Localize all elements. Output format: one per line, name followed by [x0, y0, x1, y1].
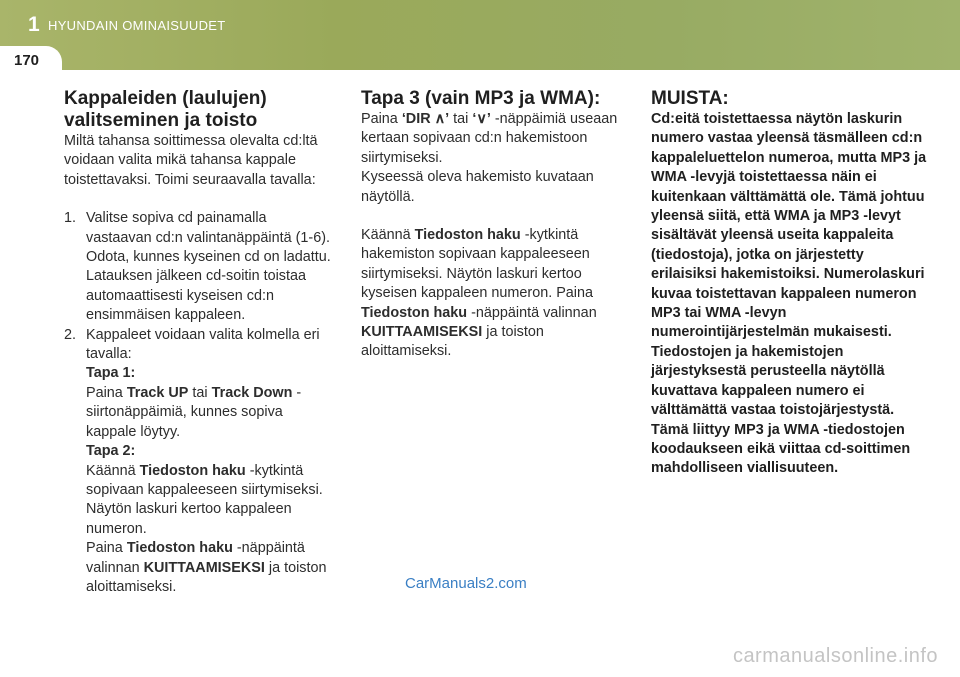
- page-number: 170: [14, 52, 40, 69]
- paragraph: Paina ‘DIR ∧’ tai ‘∨’ -näppäimiä useaan kertaan sopivaan cd:n hakemistoon siirtymiseksi.: [361, 111, 618, 166]
- step-item: [64, 326, 334, 598]
- paragraph: Kyseessä oleva hakemisto kuvataan näytöllä.: [361, 169, 594, 205]
- dir-down-label: ‘∨’: [472, 111, 491, 127]
- middle-column: [361, 88, 631, 362]
- track-down-label: Track Down: [211, 384, 293, 401]
- step-text: Valitse sopiva cd painamalla vastaavan cd:n valintanäppäintä (1-6). Odota, kunnes kyseinen cd on ladattu. Latauksen jälkeen cd-soitin toistaa automaattisesti kyseisen cd:n ensimmäisen kappaleen.: [86, 210, 331, 324]
- chapter-header-band: [0, 0, 960, 70]
- way-2-text: Käännä Tiedoston haku -kytkintä sopivaan kappaleeseen siirtymiseksi. Näytön laskuri kertoo kappaleen numeron.: [86, 462, 323, 537]
- watermark-link[interactable]: CarManuals2.com: [405, 575, 527, 592]
- step-marker: 1.: [64, 210, 77, 227]
- dir-up-label: ‘DIR ∧’: [401, 111, 450, 127]
- section-heading: Kappaleiden (laulujen) valitseminen ja toisto: [64, 88, 267, 131]
- chapter-title: HYUNDAIN OMINAISUUDET: [48, 18, 226, 33]
- left-column: [64, 88, 334, 597]
- way-2-title: Tapa 2:: [86, 443, 136, 460]
- section-heading: Tapa 3 (vain MP3 ja WMA):: [361, 88, 601, 109]
- page-number-tab: [0, 46, 62, 76]
- confirm-label: KUITTAAMISEKSI: [143, 559, 265, 576]
- right-column: [651, 88, 931, 479]
- way-2-confirm-text: Paina Tiedoston haku -näppäintä valinnan KUITTAAMISEKSI ja toiston aloittamiseksi.: [86, 540, 327, 595]
- chapter-number: 1: [28, 13, 40, 36]
- step-marker: 2.: [64, 326, 77, 343]
- step-item: [64, 209, 334, 325]
- way-1-text: Paina Track UP tai Track Down -siirtonäppäimiä, kunnes sopiva kappale löytyy.: [86, 384, 302, 440]
- note-body: Cd:eitä toistettaessa näytön laskurin numero vastaa yleensä täsmälleen cd:n kappaleluettelon numeroa, mutta MP3 ja WMA -levyjä toistettaessa näin ei kuitenkaan välttämättä ole. Tämä johtuu yleensä siitä, että WMA ja MP3 -levyt sisältävät yleensä useita kappaleita (tiedostoja), jotka on järjestetty erilaisiksi hakemistoiksi. Numerolaskuri kuvaa toistettavan kappaleen numeron MP3 tai WMA -levyn numerointijärjestelmän mukaisesti. Tiedostojen ja hakemistojen järjestyksestä perusteella näytöllä kuvattava kappaleen numero ei välttämättä vastaa toistojärjestystä. Tämä liittyy MP3 ja WMA -tiedostojen koodaukseen eikä viittaa cd-soittimen mahdolliseen viallisuuteen.: [651, 111, 927, 477]
- file-search-label: Tiedoston haku: [126, 540, 233, 557]
- file-search-label: Tiedoston haku: [361, 304, 468, 321]
- paragraph-gap: [361, 207, 631, 226]
- file-search-label: Tiedoston haku: [139, 462, 246, 479]
- track-up-label: Track UP: [126, 384, 189, 401]
- intro-paragraph: Miltä tahansa soittimessa olevalta cd:ltä voidaan valita mikä tahansa kappale toistettavaksi. Toimi seuraavalla tavalla:: [64, 133, 318, 188]
- paragraph: Käännä Tiedoston haku -kytkintä hakemiston sopivaan kappaleeseen siirtymiseksi. Näytön laskuri kertoo kyseisen kappaleen numeron. Paina Tiedoston haku -näppäintä valinnan KUITTAAMISEKSI ja toiston aloittamiseksi.: [361, 227, 597, 360]
- watermark-site: carmanualsonline.info: [732, 645, 938, 667]
- way-1-title: Tapa 1:: [86, 365, 136, 382]
- file-search-label: Tiedoston haku: [414, 227, 521, 244]
- confirm-label: KUITTAAMISEKSI: [361, 324, 483, 341]
- note-heading: MUISTA:: [651, 88, 729, 109]
- steps-list: [64, 209, 334, 597]
- step-text: Kappaleet voidaan valita kolmella eri tavalla:: [86, 326, 320, 363]
